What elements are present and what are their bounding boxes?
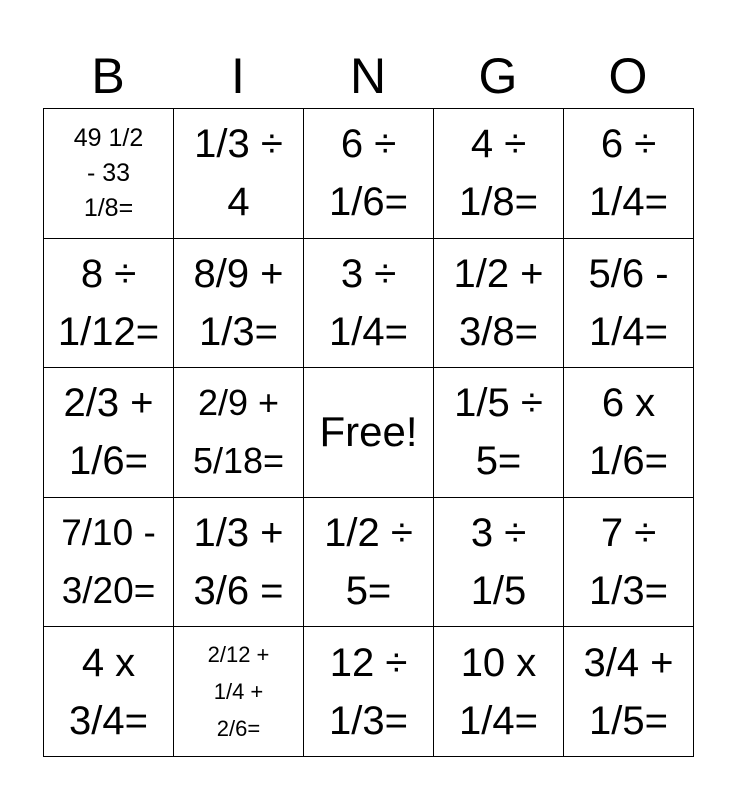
cell-text: 6 ÷ 1/6= (329, 122, 408, 225)
cell-text: 1/3 ÷ 4 (194, 122, 283, 225)
bingo-cell-r4-c4[interactable] (564, 627, 694, 757)
cell-text: 1/2 ÷ 5= (324, 511, 413, 614)
bingo-board (43, 108, 694, 757)
bingo-cell-r1-c1[interactable] (174, 239, 304, 369)
cell-text: 7 ÷ 1/3= (589, 511, 668, 614)
cell-text: 10 x 1/4= (459, 640, 538, 743)
cell-text: 7/10 - 3/20= (61, 512, 156, 612)
bingo-cell-r3-c0[interactable] (44, 498, 174, 628)
cell-text: 12 ÷ 1/3= (329, 640, 408, 743)
cell-text: 8/9 + 1/3= (193, 251, 284, 354)
cell-text: 4 ÷ 1/8= (459, 122, 538, 225)
bingo-header (43, 44, 694, 108)
bingo-cell-r1-c4[interactable] (564, 239, 694, 369)
bingo-cell-r0-c1[interactable] (174, 109, 304, 239)
cell-text: 8 ÷ 1/12= (57, 251, 160, 354)
bingo-cell-r4-c1[interactable] (174, 627, 304, 757)
bingo-cell-r3-c1[interactable] (174, 498, 304, 628)
cell-text: 3 ÷ 1/4= (329, 251, 408, 354)
cell-text: 1/3 + 3/6 = (193, 511, 284, 614)
bingo-cell-r2-c3[interactable] (434, 368, 564, 498)
header-letter-g: G (478, 48, 518, 104)
cell-text: 49 1/2 - 33 1/8= (73, 123, 144, 222)
bingo-cell-r2-c0[interactable] (44, 368, 174, 498)
bingo-cell-r3-c2[interactable] (304, 498, 434, 628)
cell-text: 2/3 + 1/6= (63, 381, 154, 484)
bingo-cell-r2-c1[interactable] (174, 368, 304, 498)
bingo-cell-r1-c3[interactable] (434, 239, 564, 369)
cell-text: 2/9 + 5/18= (192, 382, 285, 482)
cell-text: 5/6 - 1/4= (588, 251, 669, 354)
bingo-cell-r2-c4[interactable] (564, 368, 694, 498)
bingo-cell-r1-c0[interactable] (44, 239, 174, 369)
bingo-cell-r3-c4[interactable] (564, 498, 694, 628)
cell-text: 3 ÷ 1/5 (470, 511, 527, 614)
free-space-text: Free! (319, 408, 418, 456)
bingo-cell-free[interactable] (304, 368, 434, 498)
bingo-cell-r3-c3[interactable] (434, 498, 564, 628)
bingo-cell-r1-c2[interactable] (304, 239, 434, 369)
header-letter-i: I (231, 48, 245, 104)
bingo-cell-r0-c3[interactable] (434, 109, 564, 239)
bingo-cell-r0-c2[interactable] (304, 109, 434, 239)
cell-text: 3/4 + 1/5= (583, 640, 674, 743)
bingo-cell-r4-c3[interactable] (434, 627, 564, 757)
cell-text: 1/5 ÷ 5= (454, 381, 543, 484)
cell-text: 4 x 3/4= (69, 640, 148, 743)
bingo-cell-r0-c0[interactable] (44, 109, 174, 239)
cell-text: 1/2 + 3/8= (453, 251, 544, 354)
bingo-cell-r4-c2[interactable] (304, 627, 434, 757)
cell-text: 6 ÷ 1/4= (589, 122, 668, 225)
cell-text: 2/12 + 1/4 + 2/6= (207, 642, 270, 742)
bingo-cell-r4-c0[interactable] (44, 627, 174, 757)
header-letter-o: O (608, 48, 648, 104)
bingo-cell-r0-c4[interactable] (564, 109, 694, 239)
header-letter-b: B (91, 48, 125, 104)
header-letter-n: N (349, 48, 387, 104)
cell-text: 6 x 1/6= (589, 381, 668, 484)
